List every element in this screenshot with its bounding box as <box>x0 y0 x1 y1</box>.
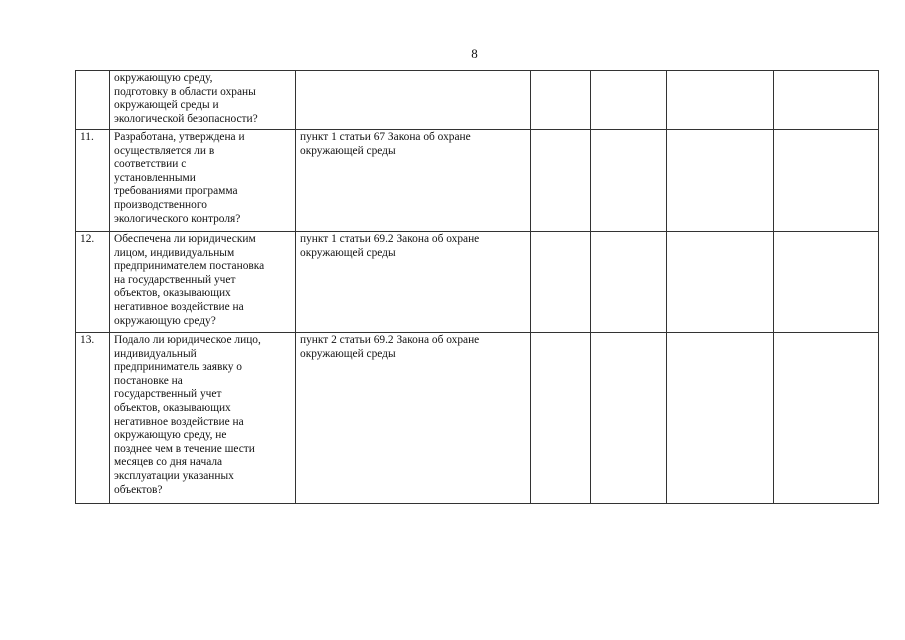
empty-cell <box>531 232 591 333</box>
empty-cell <box>531 333 591 504</box>
reference-cell: пункт 1 статьи 69.2 Закона об охране окружающей среды <box>296 232 531 333</box>
row-number <box>76 71 110 130</box>
empty-cell <box>591 130 667 232</box>
checklist-table <box>75 70 879 504</box>
question-line: месяцев со дня начала <box>114 456 223 469</box>
empty-cell <box>591 232 667 333</box>
question-line: экологической безопасности? <box>114 112 258 125</box>
question-line: объектов, оказывающих <box>114 401 231 414</box>
question-line: негативное воздействие на <box>114 415 244 428</box>
question-line: соответствии с <box>114 158 187 171</box>
question-line: позднее чем в течение шести <box>114 442 255 455</box>
table-row <box>76 71 879 130</box>
question-line: Подало ли юридическое лицо, <box>114 334 261 346</box>
reference-cell <box>296 71 531 130</box>
empty-cell <box>667 71 774 130</box>
question-cell <box>110 232 296 333</box>
empty-cell <box>774 130 879 232</box>
empty-cell <box>591 71 667 130</box>
question-line: окружающей среды и <box>114 99 219 112</box>
row-number: 11. <box>76 130 110 232</box>
row-number: 13. <box>76 333 110 504</box>
question-line: установленными <box>114 171 196 184</box>
empty-cell <box>531 130 591 232</box>
question-line: объектов, оказывающих <box>114 287 231 300</box>
table-row <box>76 333 879 504</box>
question-line: Обеспечена ли юридическим <box>114 233 256 245</box>
question-cell <box>110 71 296 130</box>
empty-cell <box>591 333 667 504</box>
question-line: на государственный учет <box>114 273 236 286</box>
empty-cell <box>667 333 774 504</box>
table-row <box>76 232 879 333</box>
question-line: предпринимателем постановка <box>114 260 265 273</box>
question-line: окружающую среду? <box>114 314 216 327</box>
reference-cell: пункт 1 статьи 67 Закона об охране окружающей среды <box>296 130 531 232</box>
question-line: окружающую среду, <box>114 72 213 84</box>
empty-cell <box>531 71 591 130</box>
empty-cell <box>774 333 879 504</box>
question-cell <box>110 333 296 504</box>
question-line: экологического контроля? <box>114 212 241 225</box>
page-number: 8 <box>471 46 478 61</box>
question-line: Разработана, утверждена и <box>114 131 245 143</box>
table-row <box>76 130 879 232</box>
empty-cell <box>667 130 774 232</box>
question-line: осуществляется ли в <box>114 144 215 157</box>
question-line: лицом, индивидуальным <box>114 246 235 259</box>
row-number: 12. <box>76 232 110 333</box>
question-line: производственного <box>114 198 207 211</box>
question-line: негативное воздействие на <box>114 300 244 313</box>
reference-cell: пункт 2 статьи 69.2 Закона об охране окружающей среды <box>296 333 531 504</box>
question-cell <box>110 130 296 232</box>
empty-cell <box>774 71 879 130</box>
question-line: объектов? <box>114 483 163 496</box>
question-line: окружающую среду, не <box>114 429 227 442</box>
question-line: постановке на <box>114 374 183 387</box>
empty-cell <box>667 232 774 333</box>
question-line: индивидуальный <box>114 347 197 360</box>
question-line: требованиями программа <box>114 185 238 198</box>
empty-cell <box>774 232 879 333</box>
question-line: подготовку в области охраны <box>114 85 256 98</box>
question-line: эксплуатации указанных <box>114 469 234 482</box>
question-line: государственный учет <box>114 388 222 401</box>
question-line: предприниматель заявку о <box>114 361 243 374</box>
